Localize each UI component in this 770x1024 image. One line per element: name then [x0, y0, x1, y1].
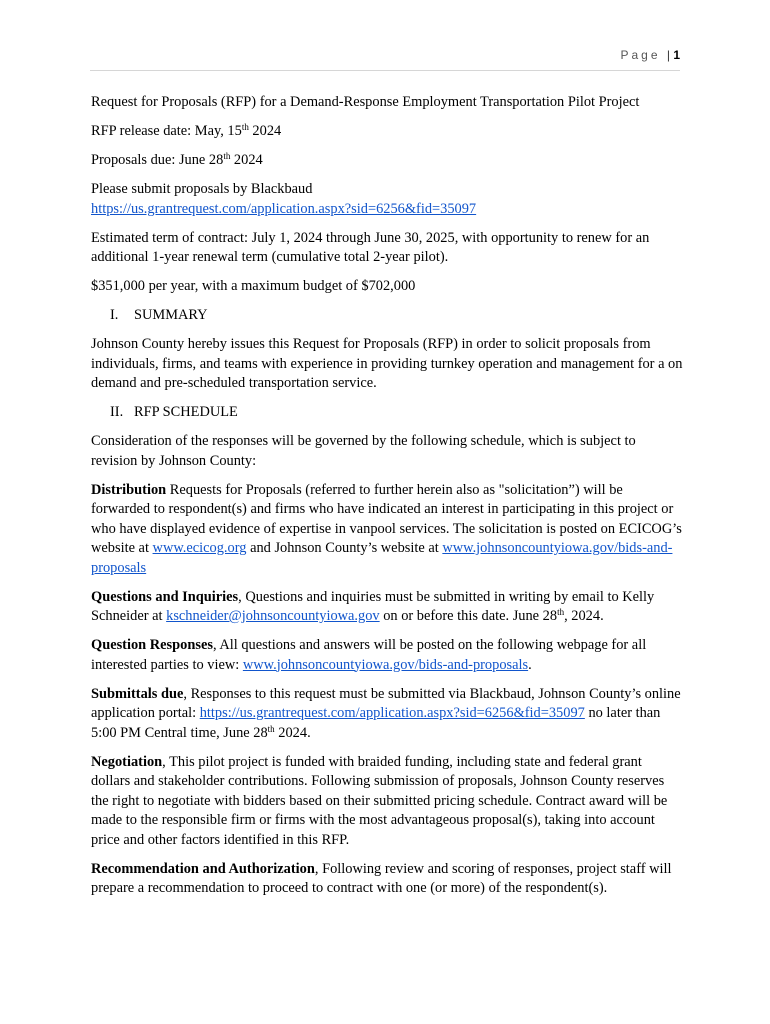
section-heading-schedule: II. RFP SCHEDULE — [110, 404, 238, 420]
document-body — [91, 93, 683, 908]
submittals-paragraph: Submittals due, Responses to this request must be submitted via Blackbaud, Johnson County’s online application portal: https://us.grantrequest.com/application.aspx?sid=6256&fid=35097 no later than 5:00 PM Central time, June 28th 2024. — [91, 685, 681, 741]
page-number: 1 — [673, 48, 680, 62]
responses-paragraph: Question Responses, All questions and answers will be posted on the following webpage for all interested parties to view: www.johnsoncountyiowa.gov/bids-and-proposals. — [91, 637, 647, 673]
proposals-due: Proposals due: June 28th 2024 — [91, 151, 263, 168]
responses-label: Question Responses — [91, 637, 213, 653]
johnson-county-bids-link[interactable]: www.johnsoncountyiowa.gov/bids-and-proposals — [91, 540, 673, 576]
document-title: Request for Proposals (RFP) for a Demand-Response Employment Transportation Pilot Project — [91, 94, 640, 110]
page-header — [90, 46, 680, 71]
section-heading-summary: I. SUMMARY — [110, 307, 208, 323]
page-separator: | — [666, 48, 674, 62]
summary-paragraph: Johnson County hereby issues this Request for Proposals (RFP) in order to solicit proposals from individuals, firms, and teams with experience in providing turnkey operation and management for a on demand and pre-scheduled transportation service. — [91, 336, 683, 391]
release-date: RFP release date: May, 15th 2024 — [91, 122, 282, 139]
budget: $351,000 per year, with a maximum budget of $702,000 — [91, 278, 416, 294]
questions-label: Questions and Inquiries — [91, 588, 239, 605]
submittals-label: Submittals due — [91, 685, 184, 702]
page-word: Page — [620, 48, 661, 62]
negotiation-label: Negotiation — [91, 753, 163, 770]
distribution-label: Distribution — [91, 481, 167, 498]
submit-instructions: Please submit proposals by Blackbaud https://us.grantrequest.com/application.aspx?sid=6256&fid=35097 — [91, 181, 477, 217]
negotiation-paragraph: Negotiation, This pilot project is funded with braided funding, including state and federal grant dollars and stakeholder contributions. Following submission of proposals, Johnson County reserves the right to negotiate with bidders based on their submitted pricing schedule. Contract award will be made to the responsible firm or firms with the most advantageous proposal(s), taking into account price and other factors identified in this RFP. — [91, 753, 668, 848]
recommendation-label: Recommendation and Authorization — [91, 860, 315, 877]
distribution-paragraph: Distribution Requests for Proposals (referred to further herein also as "solicitation”) will be forwarded to respondent(s) and firms who have indicated an interest in participating in this project or who have displayed evidence of expertise in vanpool services. The solicitation is posted on ECICOG’s website at www.ecicog.org and Johnson County’s website at www.johnsoncountyiowa.gov/bids-and-proposals — [91, 481, 682, 576]
contract-term: Estimated term of contract: July 1, 2024 through June 30, 2025, with opportunity to renew for an additional 1-year renewal term (cumulative total 2-year pilot). — [91, 229, 650, 265]
questions-paragraph: Questions and Inquiries, Questions and inquiries must be submitted in writing by email to Kelly Schneider at kschneider@johnsoncountyiowa.gov on or before this date. June 28th, 2024. — [91, 588, 655, 624]
recommendation-paragraph: Recommendation and Authorization, Following review and scoring of responses, project staff will prepare a recommendation to proceed to contract with one (or more) of the respondent(s). — [91, 860, 672, 896]
responses-link[interactable]: www.johnsoncountyiowa.gov/bids-and-proposals — [242, 656, 529, 673]
portal-link[interactable]: https://us.grantrequest.com/application.aspx?sid=6256&fid=35097 — [199, 705, 585, 721]
email-link[interactable]: kschneider@johnsoncountyiowa.gov — [166, 608, 380, 624]
schedule-intro: Consideration of the responses will be governed by the following schedule, which is subject to revision by Johnson County: — [91, 433, 636, 469]
ecicog-link[interactable]: www.ecicog.org — [152, 540, 247, 556]
blackbaud-link[interactable]: https://us.grantrequest.com/application.aspx?sid=6256&fid=35097 — [91, 200, 477, 217]
